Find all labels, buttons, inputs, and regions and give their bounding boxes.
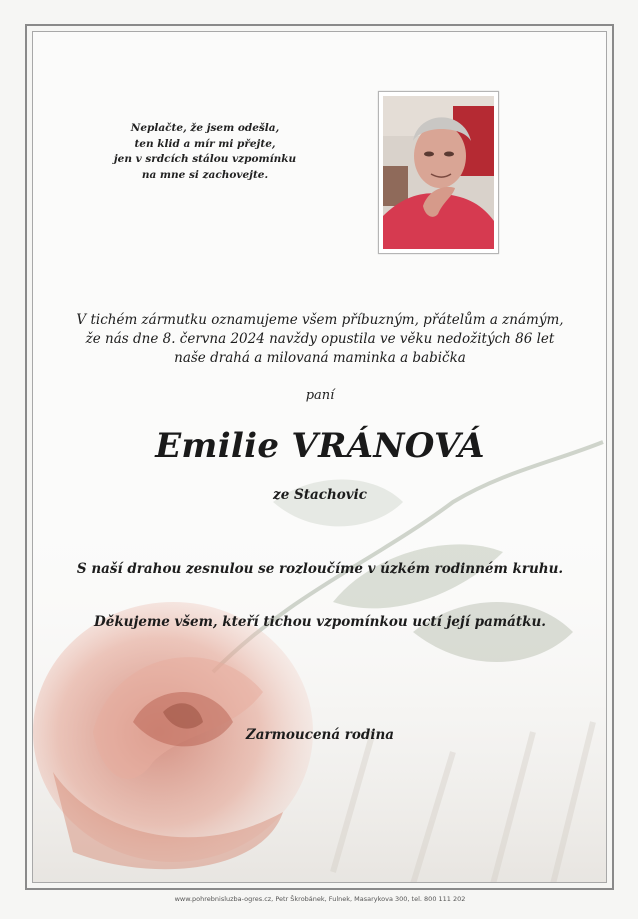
origin-place: ze Stachovic <box>273 487 367 503</box>
portrait-photo <box>378 91 499 254</box>
family-signature: Zarmoucená rodina <box>245 727 395 743</box>
poem-line: ten klid a mír mi přejte, <box>134 137 276 150</box>
poem-line: na mne si zachovejte. <box>141 168 269 181</box>
farewell-notice: S naší drahou zesnulou se rozloučíme v úzkém rodinném kruhu. <box>76 561 564 577</box>
poem-line: jen v srdcích stálou vzpomínku <box>113 153 297 165</box>
announcement-line: že nás dne 8. června 2024 navždy opustila ve věku nedožitých 86 let <box>85 331 555 347</box>
announcement-line: naše drahá a milovaná maminka a babička <box>174 350 466 366</box>
portrait-image <box>383 96 494 249</box>
announcement-line: V tichém zármutku oznamujeme všem příbuzným, přátelům a známým, <box>76 312 564 328</box>
honorific: paní <box>305 388 335 403</box>
announcement-text <box>60 311 580 368</box>
poem-line: Neplačte, že jsem odešla, <box>130 122 280 134</box>
memorial-poem <box>105 121 305 183</box>
thanks-notice: Děkujeme všem, kteří tichou vzpomínkou uctí její památku. <box>94 614 546 630</box>
funeral-service-footer: www.pohrebnisluzba-ogres.cz, Petr Škrobánek, Fulnek, Masarykova 300, tel. 800 111 202 <box>174 895 466 903</box>
deceased-name: Emilie VRÁNOVÁ <box>155 426 485 466</box>
